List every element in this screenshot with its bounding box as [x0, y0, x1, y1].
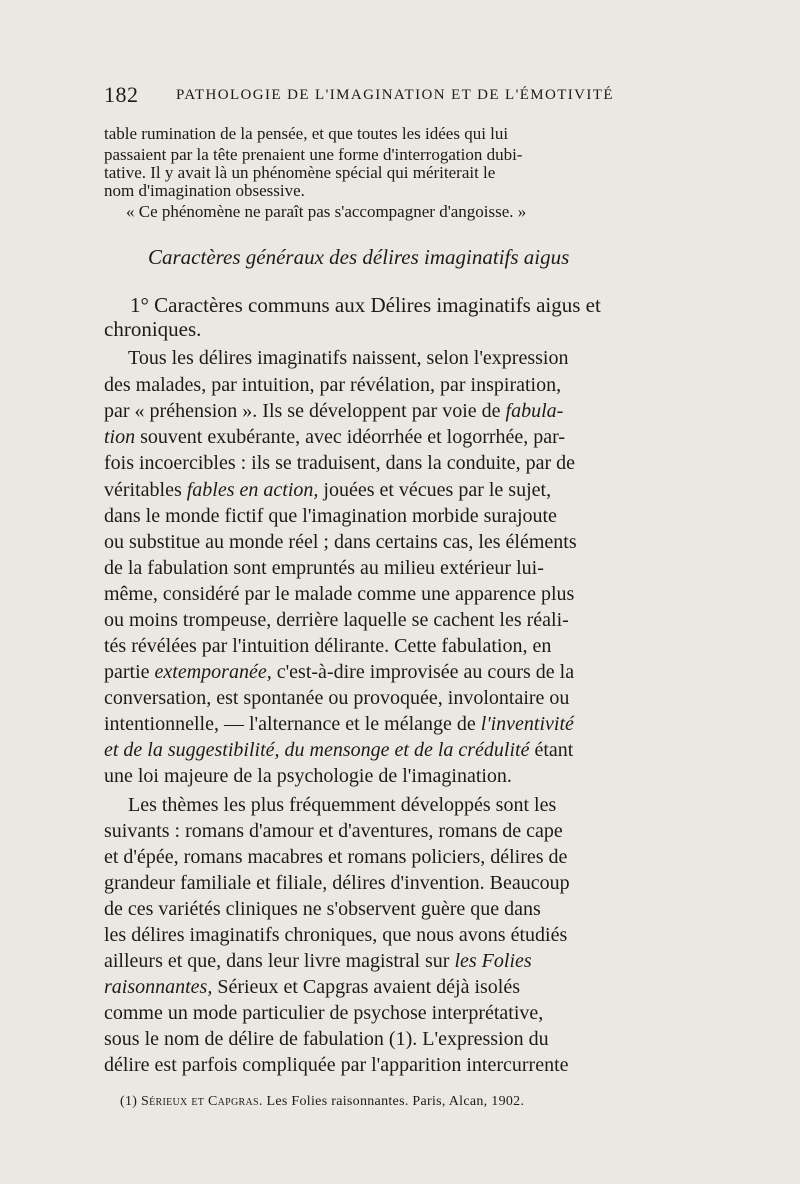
paragraph-line: Tous les délires imaginatifs naissent, selon l'expression: [128, 347, 569, 369]
text-line: tative. Il y avait là un phénomène spécial qui mériterait le: [104, 163, 496, 182]
section-heading: Caractères généraux des délires imaginatifs aigus: [148, 245, 570, 269]
text-line: passaient par la tête prenaient une forme d'interrogation dubi-: [104, 145, 523, 164]
quote-line: « Ce phénomène ne paraît pas s'accompagner d'angoisse. »: [126, 202, 527, 221]
paragraph-line: fois incoercibles : ils se traduisent, dans la conduite, par de: [104, 452, 575, 474]
paragraph-line: les délires imaginatifs chroniques, que nous avons étudiés: [104, 924, 568, 946]
text-line: table rumination de la pensée, et que toutes les idées qui lui: [104, 124, 509, 143]
paragraph-line: partie extemporanée, c'est-à-dire improvisée au cours de la: [104, 661, 575, 683]
subsection-title: 1° Caractères communs aux Délires imaginatifs aigus et: [130, 293, 601, 317]
paragraph-line: de ces variétés cliniques ne s'observent guère que dans: [104, 898, 541, 920]
paragraph-line: ou substitue au monde réel ; dans certains cas, les éléments: [104, 531, 577, 553]
paragraph-line: Les thèmes les plus fréquemment développés sont les: [128, 794, 557, 816]
paragraph-line: conversation, est spontanée ou provoquée, involontaire ou: [104, 687, 570, 709]
footnote-authors: Sérieux et Capgras.: [141, 1094, 263, 1109]
paragraph-line: intentionnelle, — l'alternance et le mélange de l'inventivité: [104, 713, 574, 735]
paragraph-line: tés révélées par l'intuition délirante. Cette fabulation, en: [104, 635, 552, 657]
paragraph-line: suivants : romans d'amour et d'aventures, romans de cape: [104, 820, 563, 842]
paragraph-line: dans le monde fictif que l'imagination morbide surajoute: [104, 505, 557, 527]
page-header: [104, 82, 738, 112]
footnote-text: Les Folies raisonnantes. Paris, Alcan, 1902.: [262, 1094, 525, 1109]
paragraph-line: grandeur familiale et filiale, délires d'invention. Beaucoup: [104, 872, 570, 894]
running-head: PATHOLOGIE DE L'IMAGINATION ET DE L'ÉMOTIVITÉ: [176, 87, 614, 103]
footnote: [120, 1094, 524, 1110]
text-line: nom d'imagination obsessive.: [104, 181, 305, 200]
paragraph-line: tion souvent exubérante, avec idéorrhée et logorrhée, par-: [104, 426, 566, 448]
paragraph-line: une loi majeure de la psychologie de l'imagination.: [104, 765, 512, 787]
paragraph-line: de la fabulation sont empruntés au milieu extérieur lui-: [104, 557, 544, 579]
paragraph-line: sous le nom de délire de fabulation (1). L'expression du: [104, 1028, 549, 1050]
paragraph-line: véritables fables en action, jouées et vécues par le sujet,: [104, 479, 552, 501]
page-number: 182: [104, 82, 139, 107]
paragraph-line: ou moins trompeuse, derrière laquelle se cachent les réali-: [104, 609, 569, 631]
paragraph-line: même, considéré par le malade comme une apparence plus: [104, 583, 575, 605]
footnote-marker: (1): [120, 1094, 142, 1109]
paragraph-line: délire est parfois compliquée par l'apparition intercurrente: [104, 1054, 569, 1076]
paragraph-line: raisonnantes, Sérieux et Capgras avaient déjà isolés: [104, 976, 521, 998]
subsection-title: chroniques.: [104, 317, 202, 341]
paragraph-line: ailleurs et que, dans leur livre magistral sur les Folies: [104, 950, 532, 972]
paragraph-line: comme un mode particulier de psychose interprétative,: [104, 1002, 544, 1024]
paragraph-line: et d'épée, romans macabres et romans policiers, délires de: [104, 846, 568, 868]
paragraph-line: par « préhension ». Ils se développent par voie de fabula-: [104, 400, 564, 422]
paragraph-line: des malades, par intuition, par révélation, par inspiration,: [104, 374, 562, 396]
paragraph-line: et de la suggestibilité, du mensonge et de la crédulité étant: [104, 739, 574, 761]
